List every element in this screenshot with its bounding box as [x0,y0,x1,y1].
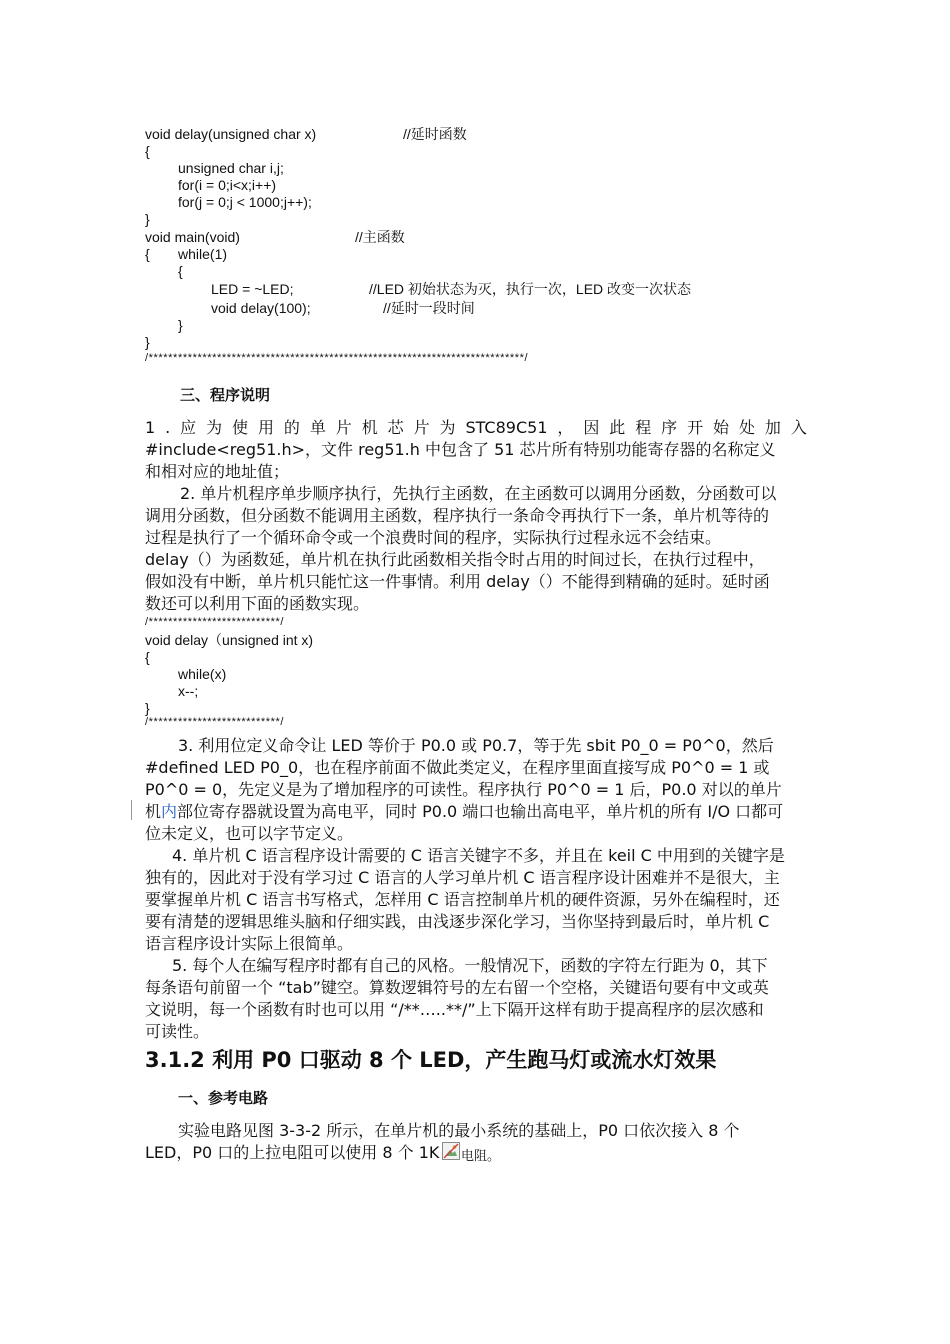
code-border: /***************************/ [145,716,285,728]
code-line: for(j = 0;j < 1000;j++); [178,194,312,210]
paragraph-line: 1 . 应 为 使 用 的 单 片 机 芯 片 为 STC89C51 ， 因 此 程 序 开 始 处 加 入 [145,418,807,437]
paragraph-line: #include<reg51.h>，文件 reg51.h 中包含了 51 芯片所有特别功能寄存器的名称定义 [145,440,776,459]
paragraph-line: 要有清楚的逻辑思维头脑和仔细实践，由浅逐步深化学习，当你坚持到最后时，单片机 C [145,912,770,931]
code-line: x--; [178,683,199,699]
code-line: { [145,246,150,262]
paragraph-line: 每条语句前留一个 “tab”键空。算数逻辑符号的左右留一个空格，关键语句要有中文或英 [145,978,769,997]
margin-marker [131,800,132,820]
paragraph-line: 独有的，因此对于没有学习过 C 语言的人学习单片机 C 语言程序设计困难并不是很大，主 [145,868,780,887]
code-line: LED = ~LED; [211,281,294,297]
code-line: while(1) [178,246,228,262]
code-line: } [145,211,150,227]
paragraph-line: delay（）为函数延，单片机在执行此函数相关指令时占用的时间过长，在执行过程中， [145,550,765,569]
paragraph-line: 调用分函数，但分函数不能调用主函数，程序执行一条命令再执行下一条，单片机等待的 [145,506,770,525]
code-line: while(x) [178,666,227,682]
paragraph-line: 语言程序设计实际上很简单。 [145,934,354,953]
code-line: { [145,649,150,665]
code-line: } [145,700,150,716]
paragraph-line: 假如没有中断，单片机只能忙这一件事情。利用 delay（）不能得到精确的延时。延时函 [145,572,770,591]
paragraph-line: 可读性。 [145,1022,210,1041]
paragraph-line: 数还可以利用下面的函数实现。 [145,594,370,613]
code-line: } [178,317,183,333]
paragraph-line: 和相对应的地址值； [145,462,290,481]
sub-heading: 一、参考电路 [178,1089,269,1107]
paragraph-line: 要掌握单片机 C 语言书写格式，怎样用 C 语言控制单片机的硬件资源，另外在编程时，还 [145,890,780,909]
code-line: void delay（unsigned int x) [145,632,314,648]
paragraph-line: 机内部位寄存器就设置为高电平，同时 P0.0 端口也输出高电平，单片机的所有 I/O 口都可 [145,802,784,821]
highlighted-char: 内 [161,802,178,821]
paragraph-line: 过程是执行了一个循环命令或一个浪费时间的程序，实际执行过程永远不会结束。 [145,528,722,547]
paragraph-line: 3. 利用位定义命令让 LED 等价于 P0.0 或 P0.7，等于先 sbit P0_0 = P0^0，然后 [178,736,774,755]
code-line: { [178,263,183,279]
code-comment: //延时一段时间 [383,300,475,316]
section-heading: 三、程序说明 [180,386,271,404]
paragraph-line: 电阻。 [461,1149,501,1164]
code-comment: //LED 初始状态为灭，执行一次，LED 改变一次状态 [369,281,692,297]
paragraph-line: #defined LED P0_0，也在程序前面不做此类定义，在程序里面直接写成 P0^0 = 1 或 [145,758,770,777]
paragraph-line: 5. 每个人在编写程序时都有自己的风格。一般情况下，函数的字符左行距为 0，其下 [172,956,768,975]
paragraph-line: P0^0 = 0，先定义是为了增加程序的可读性。程序执行 P0^0 = 1 后，P0.0 对以的单片 [145,780,782,799]
broken-image-icon [442,1142,460,1160]
paragraph-line: 文说明，每一个函数有时也可以用 “/**…..**/”上下隔开这样有助于提高程序的层次感和 [145,1000,764,1019]
paragraph-line: 2. 单片机程序单步顺序执行，先执行主函数，在主函数可以调用分函数，分函数可以 [180,484,777,503]
paragraph-line: LED，P0 口的上拉电阻可以使用 8 个 1K [145,1143,440,1162]
chapter-heading: 3.1.2 利用 P0 口驱动 8 个 LED，产生跑马灯或流水灯效果 [145,1048,717,1072]
code-comment: //主函数 [355,229,405,245]
paragraph-line: 4. 单片机 C 语言程序设计需要的 C 语言关键字不多，并且在 keil C 中用到的关键字是 [172,846,785,865]
code-line: unsigned char i,j; [178,160,284,176]
code-line: void main(void) [145,229,240,245]
code-border: /***************************/ [145,616,285,628]
code-line: { [145,143,150,159]
code-line: } [145,334,150,350]
code-line: for(i = 0;i<x;i++) [178,177,277,193]
code-border: /*****************************************************************************/ [145,352,529,364]
paragraph-line: 位未定义，也可以字节定义。 [145,824,354,843]
code-comment: //延时函数 [403,126,467,142]
code-line: void delay(100); [211,300,311,316]
paragraph-line: 实验电路见图 3-3-2 所示，在单片机的最小系统的基础上，P0 口依次接入 8 个 [178,1121,740,1140]
code-line: void delay(unsigned char x) [145,126,317,142]
